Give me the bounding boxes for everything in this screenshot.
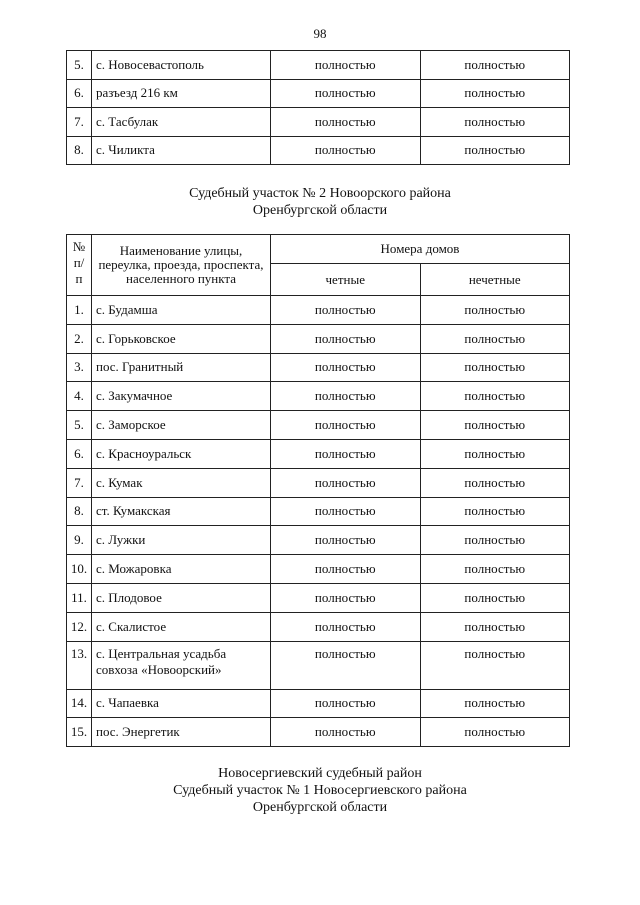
table-row [67,108,570,137]
table-row [67,411,570,440]
row-number: 4. [67,382,92,411]
locality-name: ст. Кумакская [92,497,271,526]
heading-line: Судебный участок № 2 Новоорского района [189,186,451,201]
row-number: 5. [67,411,92,440]
odd-numbers: полностью [420,79,570,108]
header-odd: нечетные [420,264,570,296]
even-numbers: полностью [271,583,421,612]
header-even: четные [271,264,421,296]
odd-numbers: полностью [420,353,570,382]
table-row [67,439,570,468]
header-name: Наименование улицы, переулка, проезда, проспекта, населенного пункта [92,235,271,296]
even-numbers: полностью [271,612,421,641]
odd-numbers: полностью [420,382,570,411]
odd-numbers: полностью [420,136,570,165]
row-number: 6. [67,439,92,468]
heading-line: Оренбургской области [252,800,388,815]
locality-name: с. Чапаевка [92,689,271,718]
even-numbers: полностью [271,689,421,718]
locality-name: с. Закумачное [92,382,271,411]
even-numbers: полностью [271,641,421,689]
locality-name: с. Плодовое [92,583,271,612]
even-numbers: полностью [271,136,421,165]
row-number: 12. [67,612,92,641]
header-number: № п/п [67,235,92,296]
odd-numbers: полностью [420,689,570,718]
table-row [67,555,570,584]
even-numbers: полностью [271,411,421,440]
table-row [67,583,570,612]
locality-name: пос. Энергетик [92,718,271,747]
odd-numbers: полностью [420,51,570,80]
table-row [67,468,570,497]
section-heading [0,765,640,816]
table-row [67,718,570,747]
table-row [67,353,570,382]
odd-numbers: полностью [420,296,570,325]
table-row [67,296,570,325]
table-row [67,689,570,718]
row-number: 8. [67,497,92,526]
odd-numbers: полностью [420,497,570,526]
table-row [67,324,570,353]
heading-line: Судебный участок № 1 Новосергиевского района [173,783,467,798]
odd-numbers: полностью [420,641,570,689]
row-number: 11. [67,583,92,612]
row-number: 2. [67,324,92,353]
row-number: 10. [67,555,92,584]
row-number: 5. [67,51,92,80]
even-numbers: полностью [271,296,421,325]
row-number: 9. [67,526,92,555]
odd-numbers: полностью [420,468,570,497]
locality-name: с. Заморское [92,411,271,440]
table-row [67,497,570,526]
odd-numbers: полностью [420,718,570,747]
table-row [67,612,570,641]
row-number: 15. [67,718,92,747]
odd-numbers: полностью [420,439,570,468]
row-number: 7. [67,468,92,497]
row-number: 6. [67,79,92,108]
locality-name: с. Красноуральск [92,439,271,468]
even-numbers: полностью [271,79,421,108]
locality-name: с. Центральная усадьба совхоза «Новоорский» [92,641,271,689]
locality-name: с. Будамша [92,296,271,325]
even-numbers: полностью [271,324,421,353]
header-house-numbers: Номера домов [271,235,570,264]
odd-numbers: полностью [420,555,570,584]
row-number: 3. [67,353,92,382]
table-row [67,51,570,80]
odd-numbers: полностью [420,108,570,137]
row-number: 14. [67,689,92,718]
table-row [67,641,570,689]
heading-line: Оренбургской области [252,203,388,218]
row-number: 1. [67,296,92,325]
even-numbers: полностью [271,555,421,584]
table-row [67,79,570,108]
table-row [67,382,570,411]
page-number: 98 [313,26,327,41]
locality-name: с. Кумак [92,468,271,497]
locality-name: с. Лужки [92,526,271,555]
precinct-table [66,234,570,747]
locality-name: с. Новосевастополь [92,51,271,80]
even-numbers: полностью [271,497,421,526]
table-row [67,136,570,165]
row-number: 8. [67,136,92,165]
locality-name: с. Чиликта [92,136,271,165]
locality-name: с. Можаровка [92,555,271,584]
odd-numbers: полностью [420,526,570,555]
even-numbers: полностью [271,718,421,747]
odd-numbers: полностью [420,612,570,641]
even-numbers: полностью [271,439,421,468]
locality-name: с. Тасбулак [92,108,271,137]
row-number: 13. [67,641,92,689]
even-numbers: полностью [271,108,421,137]
heading-line: Новосергиевский судебный район [218,766,422,781]
row-number: 7. [67,108,92,137]
table-row [67,526,570,555]
even-numbers: полностью [271,468,421,497]
odd-numbers: полностью [420,411,570,440]
section-heading [0,185,640,219]
table-continued [66,50,570,165]
odd-numbers: полностью [420,583,570,612]
even-numbers: полностью [271,51,421,80]
even-numbers: полностью [271,382,421,411]
even-numbers: полностью [271,353,421,382]
locality-name: разъезд 216 км [92,79,271,108]
locality-name: с. Горьковское [92,324,271,353]
locality-name: пос. Гранитный [92,353,271,382]
odd-numbers: полностью [420,324,570,353]
even-numbers: полностью [271,526,421,555]
locality-name: с. Скалистое [92,612,271,641]
